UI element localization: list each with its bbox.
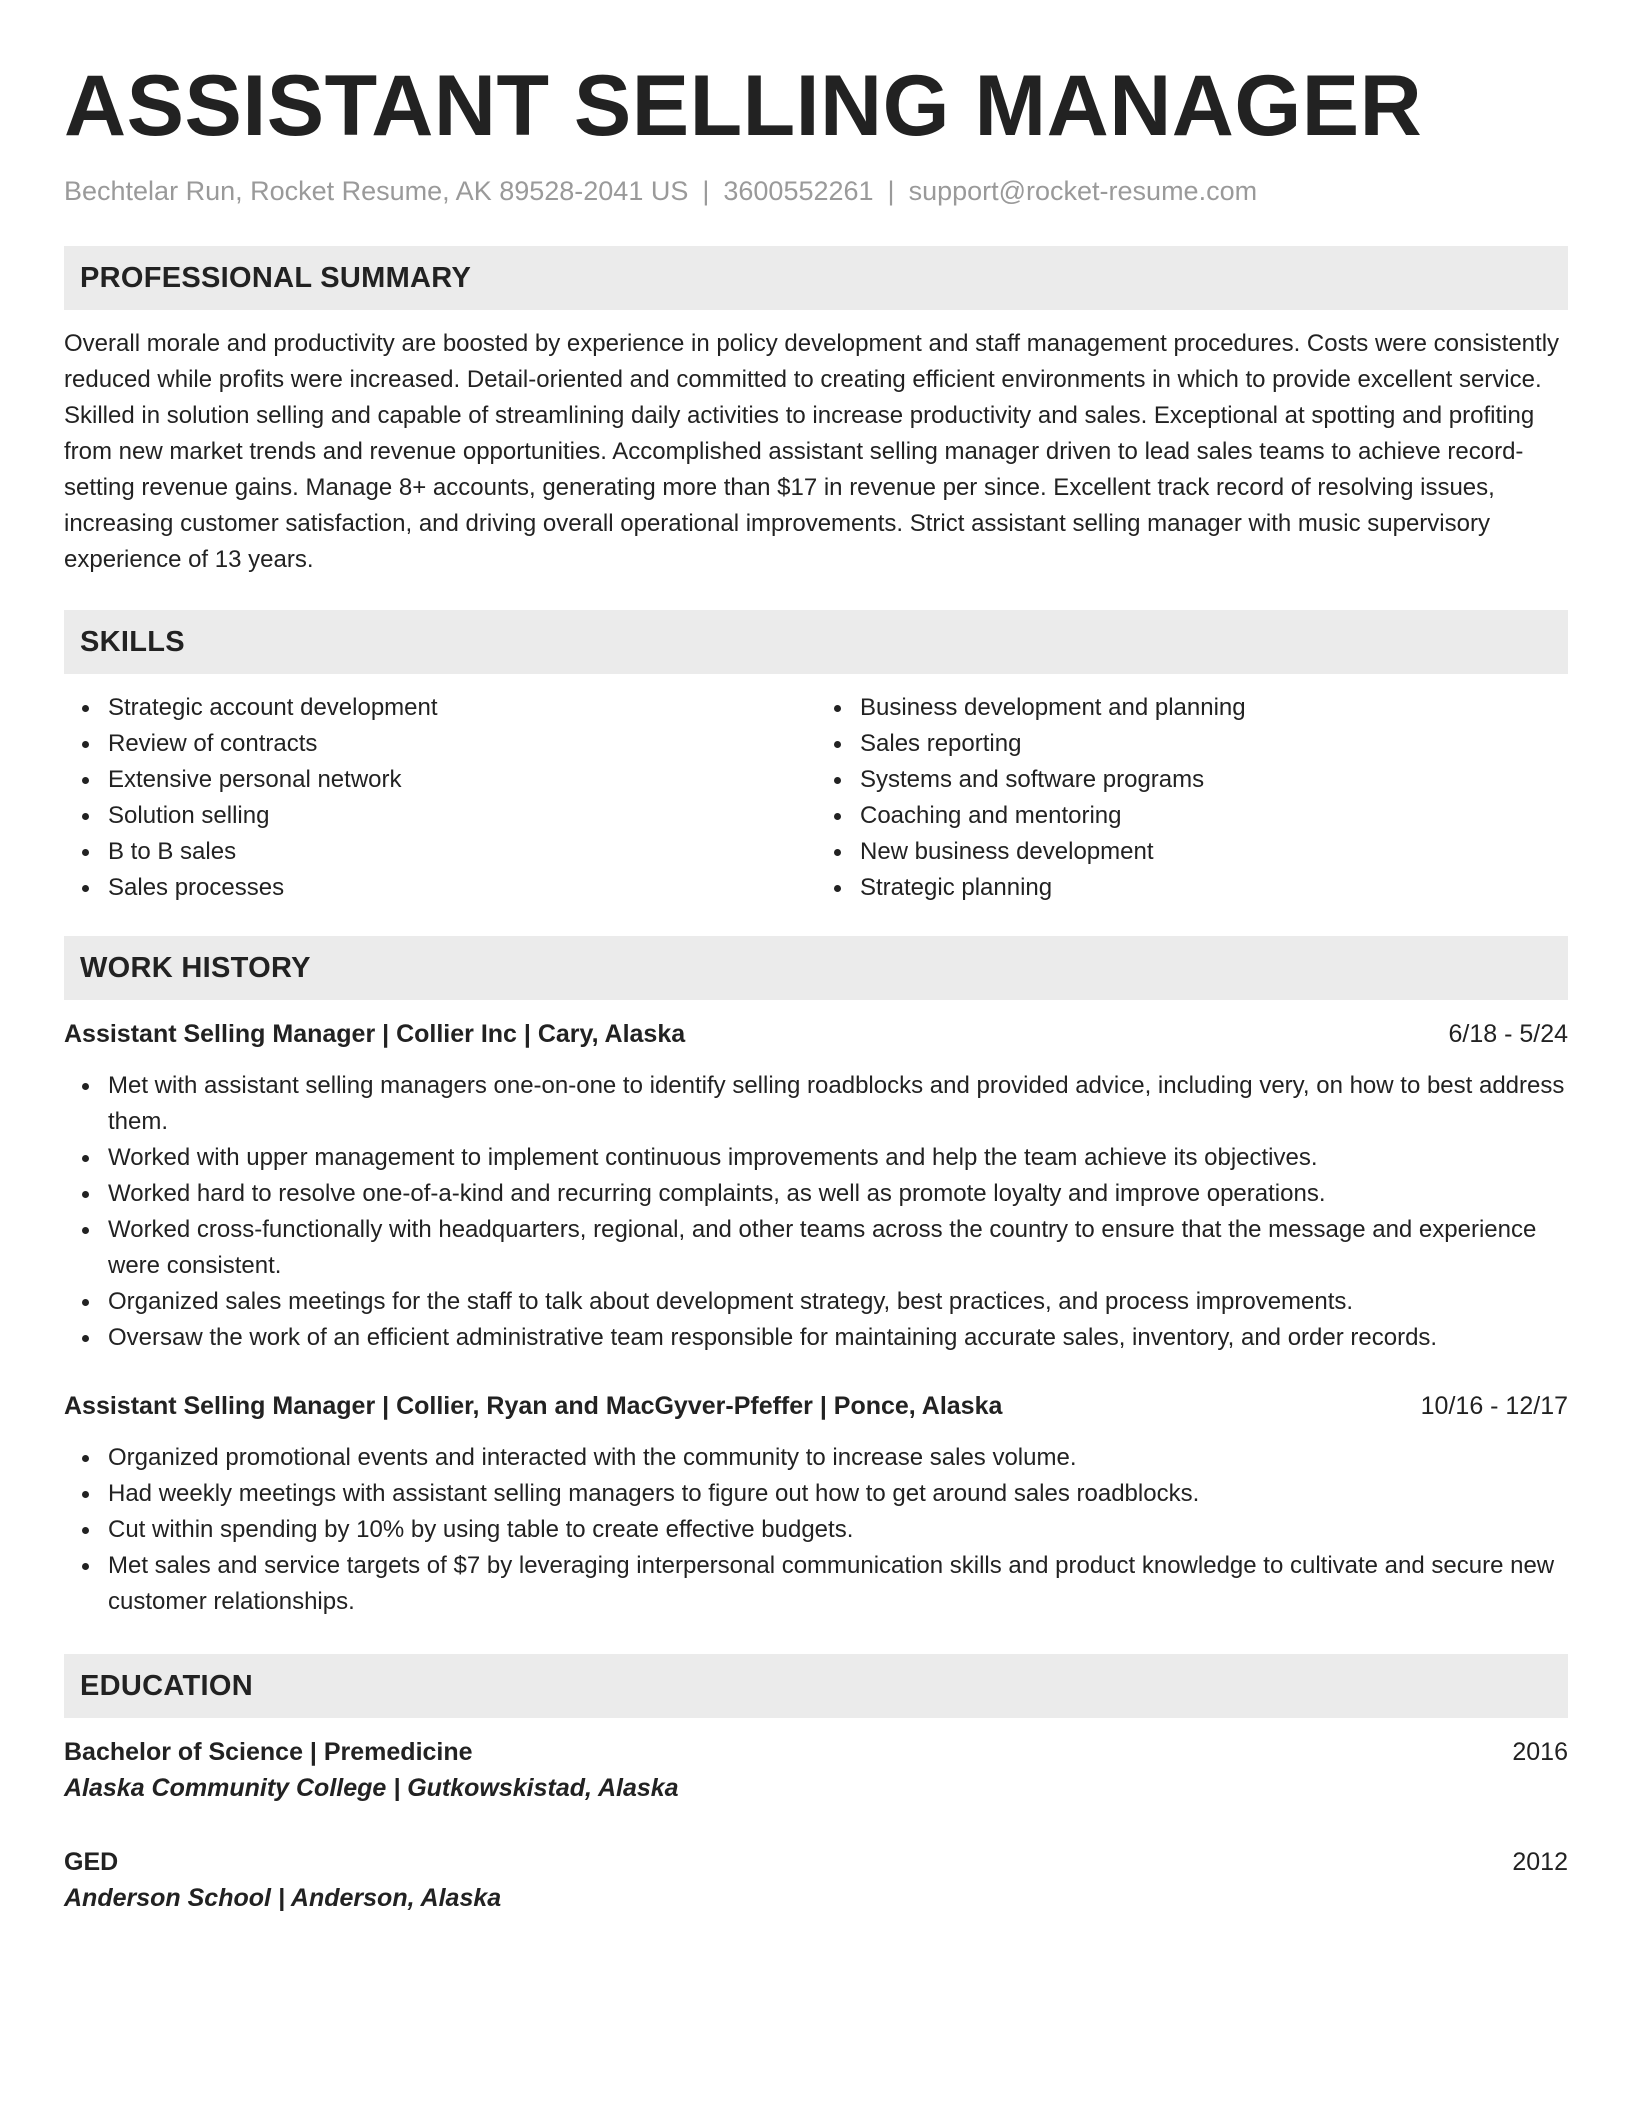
contact-separator: | (702, 176, 710, 206)
job-header (64, 1016, 1568, 1052)
skill-item: B to B sales (108, 834, 816, 870)
skill-item: Business development and planning (860, 690, 1568, 726)
education-school: Anderson School | Anderson, Alaska (64, 1884, 502, 1912)
job-bullet: Organized promotional events and interacted with the community to increase sales volume. (108, 1440, 1568, 1476)
skill-item: Systems and software programs (860, 762, 1568, 798)
education-school: Alaska Community College | Gutkowskistad, Alaska (64, 1774, 679, 1802)
section-header-work-history: WORK HISTORY (64, 936, 1568, 1000)
job-entry (64, 1016, 1568, 1356)
section-header-summary: PROFESSIONAL SUMMARY (64, 246, 1568, 310)
job-bullets (64, 1440, 1568, 1620)
contact-phone: 3600552261 (723, 176, 874, 206)
job-dates: 6/18 - 5/24 (1448, 1020, 1568, 1048)
job-bullet: Organized sales meetings for the staff to talk about development strategy, best practices, and process improvements. (108, 1284, 1568, 1320)
job-bullet: Cut within spending by 10% by using table to create effective budgets. (108, 1512, 1568, 1548)
job-bullet: Met sales and service targets of $7 by leveraging interpersonal communication skills and product knowledge to cultivate and secure new customer relationships. (108, 1548, 1568, 1620)
job-bullet: Met with assistant selling managers one-on-one to identify selling roadblocks and provided advice, including very, on how to best address them. (108, 1068, 1568, 1140)
job-title: Assistant Selling Manager | Collier, Ryan and MacGyver-Pfeffer | Ponce, Alaska (64, 1392, 1003, 1420)
section-header-education: EDUCATION (64, 1654, 1568, 1718)
job-header (64, 1388, 1568, 1424)
skill-item: Strategic planning (860, 870, 1568, 906)
education-header (64, 1734, 1568, 1770)
contact-separator: | (887, 176, 895, 206)
job-bullet: Worked with upper management to implement continuous improvements and help the team achieve its objectives. (108, 1140, 1568, 1176)
section-header-skills: SKILLS (64, 610, 1568, 674)
education-degree: Bachelor of Science | Premedicine (64, 1738, 473, 1766)
contact-address: Bechtelar Run, Rocket Resume, AK 89528-2041 US (64, 176, 689, 206)
skill-item: Solution selling (108, 798, 816, 834)
skill-item: Extensive personal network (108, 762, 816, 798)
education-entry (64, 1844, 1568, 1916)
skill-item: Review of contracts (108, 726, 816, 762)
job-bullet: Oversaw the work of an efficient administrative team responsible for maintaining accurate sales, inventory, and order records. (108, 1320, 1568, 1356)
education-year: 2012 (1512, 1848, 1568, 1876)
education-year: 2016 (1512, 1738, 1568, 1766)
job-dates: 10/16 - 12/17 (1420, 1392, 1568, 1420)
skills-column-left (64, 690, 816, 906)
contact-email: support@rocket-resume.com (908, 176, 1258, 206)
job-bullets (64, 1068, 1568, 1356)
skill-item: Sales reporting (860, 726, 1568, 762)
job-title: Assistant Selling Manager | Collier Inc | Cary, Alaska (64, 1020, 686, 1048)
skill-item: Coaching and mentoring (860, 798, 1568, 834)
summary-text: Overall morale and productivity are boosted by experience in policy development and staff management procedures. Costs were consistently reduced while profits were increased. Detail-oriented and committed to creating efficient environments in which to provide excellent service. Skilled in solution selling and capable of streamlining daily activities to increase productivity and sales. Exceptional at spotting and profiting from new market trends and revenue opportunities. Accomplished assistant selling manager driven to lead sales teams to achieve record-setting revenue gains. Manage 8+ accounts, generating more than $17 in revenue per since. Excellent track record of resolving issues, increasing customer satisfaction, and driving overall operational improvements. Strict assistant selling manager with music supervisory experience of 13 years. (64, 330, 1560, 573)
job-entry (64, 1388, 1568, 1620)
skills-list (64, 690, 1568, 906)
job-bullet: Worked hard to resolve one-of-a-kind and recurring complaints, as well as promote loyalty and improve operations. (108, 1176, 1568, 1212)
job-bullet: Had weekly meetings with assistant selling managers to figure out how to get around sales roadblocks. (108, 1476, 1568, 1512)
skill-item: Sales processes (108, 870, 816, 906)
skill-item: New business development (860, 834, 1568, 870)
job-bullet: Worked cross-functionally with headquarters, regional, and other teams across the country to ensure that the message and experience were consistent. (108, 1212, 1568, 1284)
contact-line (64, 174, 1568, 208)
skills-column-right (816, 690, 1568, 906)
resume-name: ASSISTANT SELLING MANAGER (64, 58, 1423, 154)
education-degree: GED (64, 1848, 119, 1876)
education-entry (64, 1734, 1568, 1806)
skill-item: Strategic account development (108, 690, 816, 726)
education-header (64, 1844, 1568, 1880)
